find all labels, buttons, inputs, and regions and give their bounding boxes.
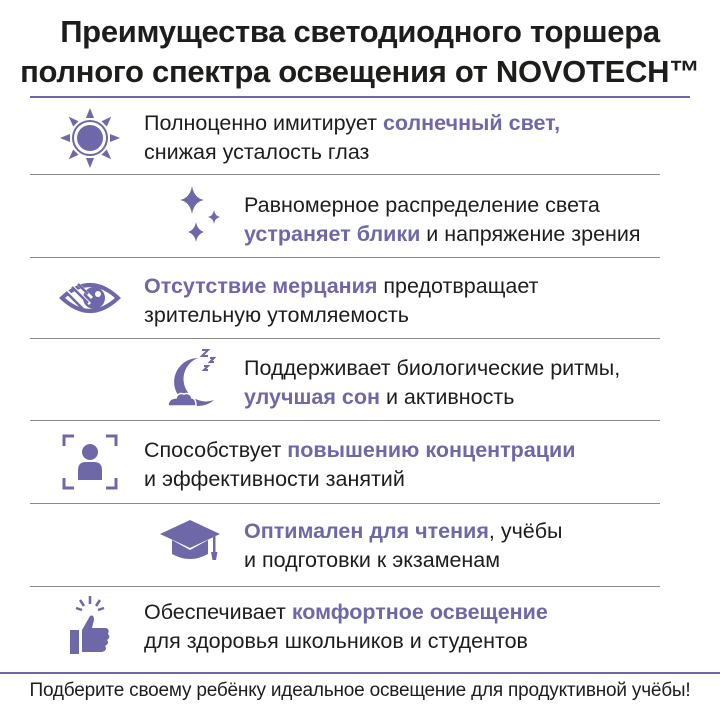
eye-flicker-icon [58, 266, 122, 330]
row-divider [30, 174, 660, 175]
row-divider [30, 503, 660, 504]
benefit-text: Равномерное распределение света устраняет блики и напряжение зрения [244, 193, 641, 246]
row-divider [30, 420, 660, 421]
benefit-text: Отсутствие мерцания предотвращает зрительную утомляемость [144, 274, 539, 327]
title-line-1: Преимущества светодиодного торшера [60, 14, 660, 49]
footer-text: Подберите своему ребёнку идеальное освещение для продуктивной учёбы! [29, 680, 691, 701]
graduation-cap-icon [158, 510, 222, 574]
sparkles-icon [170, 184, 234, 248]
benefit-text: Способствует повышению концентрации и эффективности занятий [144, 438, 576, 491]
sun-icon [58, 106, 122, 170]
focus-person-icon [58, 430, 122, 494]
footer-divider [0, 672, 720, 674]
benefit-text: Обеспечивает комфортное освещение для здоровья школьников и студентов [144, 600, 548, 653]
row-divider [30, 586, 660, 587]
title-line-2: полного спектра освещения от NOVOTECH™ [20, 54, 700, 89]
row-divider [30, 338, 660, 339]
benefit-text: Поддерживает биологические ритмы, улучшая сон и активность [244, 356, 621, 409]
benefit-text: Полноценно имитирует солнечный свет, снижая усталость глаз [144, 111, 561, 164]
benefit-text: Оптимален для чтения, учёбы и подготовки к экзаменам [244, 519, 563, 572]
page-title [0, 12, 720, 92]
moon-sleep-icon [164, 346, 228, 410]
row-divider [30, 257, 660, 258]
thumbs-up-icon [58, 594, 122, 658]
title-divider [30, 96, 690, 98]
